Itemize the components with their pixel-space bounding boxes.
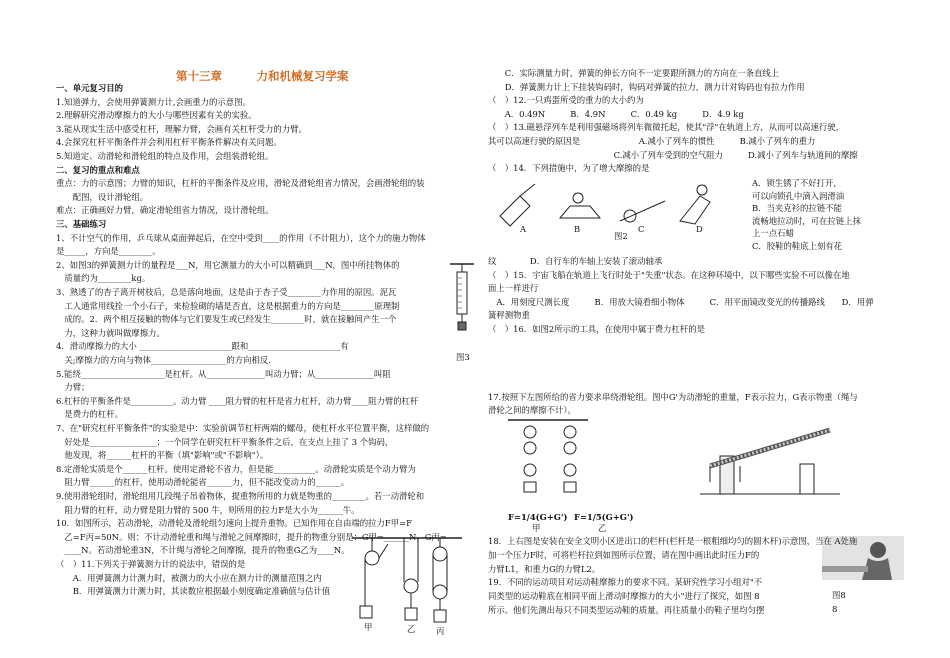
left-lines-line: 10．如图所示，若动滑轮，动滑轮及滑轮组匀速向上提升重物。已知作用在自由端的拉力F甲=F (56, 518, 412, 529)
right-lines-2-line: 面上一样进行 (488, 283, 539, 294)
q14-options-line: B．当夹克衫的拉链不能 (752, 203, 842, 214)
right-lines-line: （ ）14．下列措施中，为了增大摩擦的是 (488, 163, 650, 174)
left-lines-line: 是_____，方向是________。 (56, 246, 161, 257)
pulley-label-b: 乙 (407, 624, 416, 634)
left-lines-line: ____N。若动滑轮重3N，不计绳与滑轮之间摩擦，提升的物重G乙为____N。 (56, 545, 350, 556)
left-lines-line: 9.使用滑轮组时，滑轮组用几段绳子吊着物体，提重物所用的力就是物重的________。若一动滑轮和 (56, 491, 425, 501)
right-lines-line: A．0.49N B．4.9N C．0.49 kg D．4.9 kg (488, 108, 744, 119)
figure-8-label: 图8 (832, 590, 846, 600)
figure-3-label: 图3 (456, 352, 470, 362)
left-lines-line: 二、复习的重点和难点 (56, 164, 140, 175)
left-lines-line: 7、在"研究杠杆平衡条件"的实验是中：实验前调节杠杆两端的螺母，使杠杆水平位置平衡，这样做的 (56, 423, 430, 433)
pulley-label-c: 丙 (436, 626, 445, 636)
q14-options-line: 可以向锁孔中滴入润滑油 (752, 190, 845, 201)
left-lines-line: 关;摩擦力的方向与物体__________________的方向相反. (56, 355, 271, 365)
left-lines-line: 5.能绕____________________是杠杆。从______________叫动力臂；从______________叫阻 (56, 368, 391, 379)
formula-b-tag: 乙 (598, 523, 607, 533)
left-lines-line: 好处是________________；一个同学在研究杠杆平衡条件之后，在支点上挂了 3 个钩码， (56, 436, 394, 447)
left-lines-line: 配图，设计滑轮组。 (56, 191, 149, 202)
tool-label-c: C (638, 224, 645, 234)
q14-options-line: 流畅地拉动时，可在拉链上抹 (752, 215, 861, 226)
left-lines-line: 2、如图3的弹簧测力计的量程是___N，用它测量力的大小可以精确到___N，图中所挂物体的 (56, 259, 400, 270)
right-lines-2-line: 纹 D．自行车的车轴上安装了滚动轴承 (488, 256, 663, 266)
right-lines-2-line: 簧秤测物重 (488, 310, 530, 321)
tool-label-b: B (574, 224, 581, 234)
left-lines-line: 力臂； (56, 382, 90, 393)
tool-label-d: D (696, 224, 703, 234)
left-lines-line: （ ）11.下列关于弹簧测力计的说法中，错误的是 (56, 559, 246, 569)
right-lines-line: 其可以高速行驶的原因是 A.减小了列车的惯性 B.减小了列车的重力 (488, 136, 816, 146)
left-lines-line: 5.知道定、动滑轮和滑轮组的特点及作用，会组装滑轮组。 (56, 151, 274, 161)
formula-b: F=1/5(G+G') (574, 512, 634, 522)
right-lines-4-line: 19．不同的运动项目对运动鞋摩擦力的要求不同。某研究性学习小组对"不 (488, 577, 763, 588)
q14-figure (490, 176, 720, 238)
left-lines-line: 1、不计空气的作用，乒乓球从桌面弹起后，在空中受到____的作用（不计阻力），这个力的施力物体 (56, 232, 426, 243)
figure-3-spring-scale (450, 262, 480, 356)
left-lines-line: 3、熟透了的杏子离开树枝后，总是落向地面，这是由于杏子受________力作用的原因。泥瓦 (56, 287, 397, 297)
left-lines-line: 乙=F丙=50N。则：不计动滑轮重和绳与滑轮之间摩擦时，提升的物重分别是：G甲=______N，G丙= (56, 531, 447, 542)
right-lines-4-line: 18．上右图是安装在安全文明小区进出口的栏杆(栏杆是一根粗细均匀的圆木杆)示意图，当在 A处施 (488, 536, 858, 546)
left-lines-line: 2.理解研究滑动摩擦力的大小与哪些因素有关的实验。 (56, 110, 257, 121)
right-lines-line: （ ）13.磁悬浮列车是利用强磁场将列车微微托起，使其"浮"在轨道上方，从而可以高速行驶， (488, 122, 845, 133)
q18-barrier-figure (700, 420, 840, 504)
pulley-label-a: 甲 (364, 622, 373, 632)
left-lines-line: 重点：力的示意图；力臂的知识，杠杆的平衡条件及应用，滑轮及滑轮组省力情况，会画滑轮组的装 (56, 178, 425, 189)
q14-options-line: A．锁生锈了不好打开， (752, 178, 842, 188)
page-number: 8 (832, 604, 838, 614)
left-lines-line: 1.知道弹力，会使用弹簧测力计,会画重力的示意图。 (56, 96, 251, 107)
left-lines-line: 力，这种力就叫做摩擦力。 (56, 327, 165, 338)
q14-options-line: C．胶鞋的鞋底上刻有花 (752, 241, 843, 251)
left-lines-line: 6.杠杆的平衡条件是__________。动力臂 ____阻力臂的杠杆是省力杠杆，动力臂____阻力臂的杠杆 (56, 395, 419, 406)
left-lines-line: A．用弹簧测力计测力时，被测力的大小应在测力计的测量范围之内 (56, 572, 322, 583)
pulley-figures (352, 536, 462, 644)
left-lines-line: 3.能从现实生活中感受杠杆，理解力臂，会画有关杠杆受力的力臂。 (56, 123, 307, 134)
left-lines-line: 三、基础练习 (56, 219, 107, 229)
right-lines-line: （ ）12.一只鸡蛋所受的重力的大小约为 (488, 95, 644, 106)
right-lines-2-line: A．用刻度尺测长度 B．用放大镜看细小物体 C．用平面镜改变光的传播路线 D．用弹 (488, 296, 874, 307)
right-lines-line: C．实际测量力时，弹簧的伸长方向不一定要跟所测力的方向在一条直线上 (488, 68, 780, 78)
left-lines-line: 难点：正确画好力臂，确定滑轮组省力情况，设计滑轮组。 (56, 205, 274, 216)
left-lines-line: 质量约为________kg。 (56, 273, 151, 284)
formula-a: F=1/4(G+G') (508, 512, 568, 522)
left-lines-line: 阻力臂______的杠杆，使用动滑轮能省______力，但不能改变动力的______。 (56, 477, 350, 488)
left-lines-line: 是费力的杠杆。 (56, 409, 123, 420)
right-lines-3-line: 滑轮之间的摩擦不计）。 (488, 405, 576, 415)
tool-label-a: A (520, 224, 527, 234)
left-lines-line: 阻力臂的杠杆，动力臂是阻力臂的 500 牛，则所用的拉力F是大小为______牛。 (56, 504, 360, 515)
right-lines-2-line: （ ）16．如图2所示的工具，在使用中属于费力杠杆的是 (488, 324, 705, 334)
left-lines-line: 他发现，将______杠杆的平衡（填"影响"或"不影响"）。 (56, 450, 269, 461)
right-lines-line: D．弹簧测力计上下挂装钩码时，钩码对弹簧的拉力，测力计对钩码也有拉力作用 (488, 81, 805, 92)
right-lines-4-line: 力臂L1，和重力G的力臂L2。 (488, 563, 601, 574)
right-lines-line: C.减小了列车受到的空气阻力 D.减小了列车与轨道间的摩擦 (488, 149, 858, 160)
left-lines-line: B．用弹簧测力计测力时，其读数应根据最小刻度确定准确值与估计值 (56, 586, 331, 597)
figure-2-label: 图2 (614, 231, 628, 241)
right-lines-2-line: （ ）15．宇宙飞船在轨道上飞行时处于"失重"状态。在这种环境中，以下哪些实验不可以像在地 (488, 269, 850, 280)
left-lines-line: 8.定滑轮实质是个______杠杆。使用定滑轮不省力，但是能__________。动滑轮实质是个动力臂为 (56, 463, 416, 474)
left-lines-line: 工人通常用线拴一个小石子，来检验砌的墙是否直，这是根据重力的方向是________原理制 (56, 300, 400, 311)
left-lines-line: 4．滑动摩擦力的大小 ______________________跟和______________________有 (56, 341, 349, 352)
right-lines-4-line: 加一个压力F时，可将栏杆拉到如图所示位置，请在图中画出此时压力F的 (488, 549, 760, 560)
left-lines-line: 4.会探究杠杆平衡条件并会利用杠杆平衡条件解决有关问题。 (56, 137, 282, 148)
q14-options-line: 上一点石蜡 (752, 228, 794, 239)
right-lines-3-line: 17.按照下左图所给的省力要求串绕滑轮组。图中G'为动滑轮的重量，F表示拉力，G表示物重（绳与 (488, 392, 858, 402)
left-lines-line: 成的。2．两个相互接触的物体与它们要发生或已经发生________时，就在接触间产生一个 (56, 314, 397, 325)
left-lines-line: 一、单元复习目的 (56, 83, 123, 93)
right-lines-4-line: 同类型的运动鞋底在相同平面上滑动时摩擦力的大小"进行了探究，如图 8 (488, 591, 760, 602)
right-lines-4-line: 所示。他们先测出每只不同类型运动鞋的质量。再往质量小的鞋子里均匀摆 (488, 605, 765, 615)
q17-pulley-figure (508, 418, 588, 504)
formula-a-tag: 甲 (532, 523, 541, 533)
page-title: 第十三章 力和机械复习学案 (176, 69, 349, 83)
